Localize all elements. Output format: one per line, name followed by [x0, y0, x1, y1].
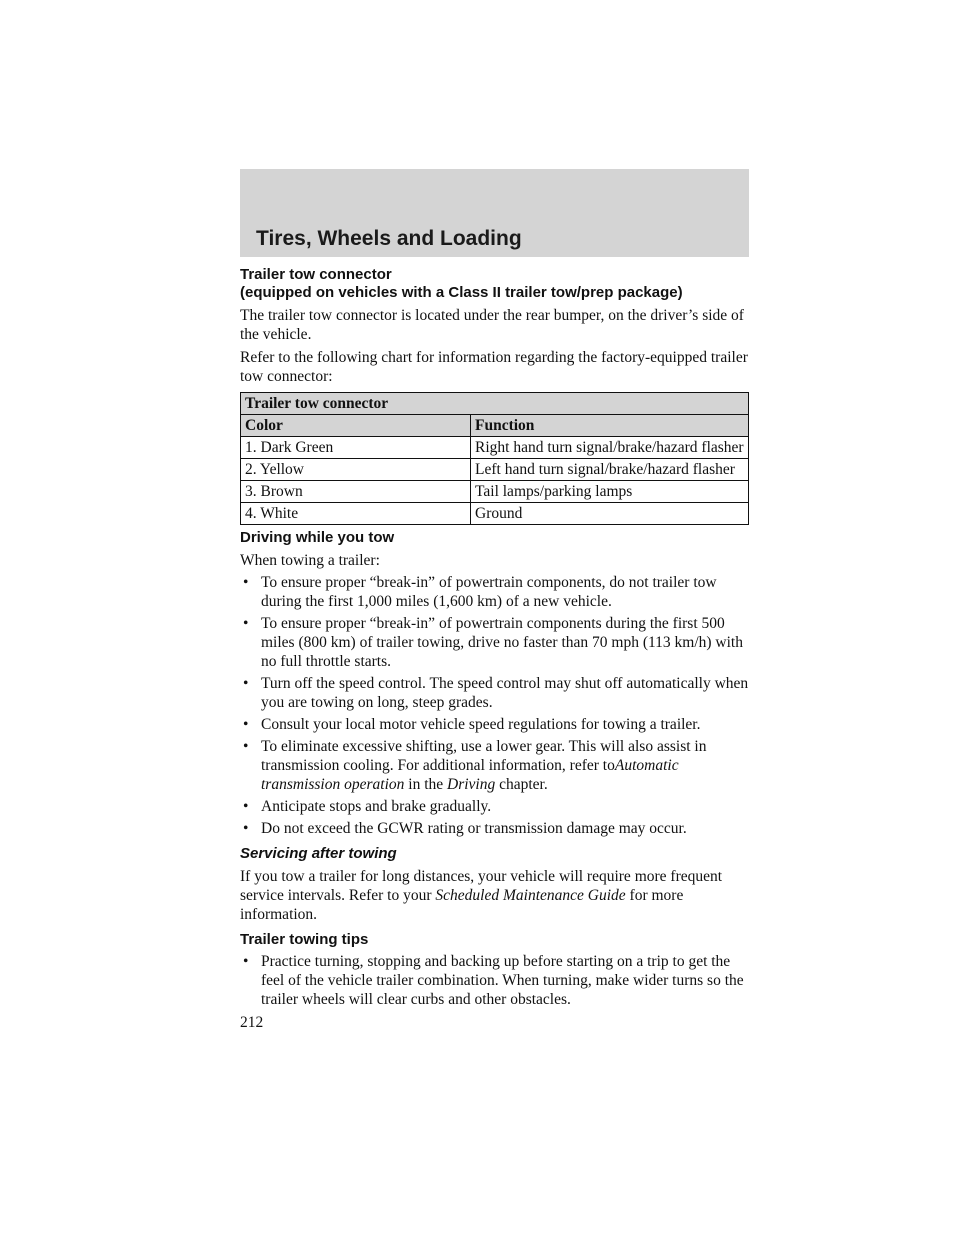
list-item: • Turn off the speed control. The speed control may shut off automatically when you are towing on long, steep grades.	[243, 675, 749, 711]
table-row	[241, 437, 749, 459]
list-item: • Do not exceed the GCWR rating or transmission damage may occur.	[243, 820, 687, 837]
column-header-function: Function	[471, 415, 749, 437]
section-heading-trailer-towing-tips: Trailer towing tips	[240, 931, 369, 948]
list-item: • To ensure proper “break-in” of powertrain components, do not trailer tow during the first 1,000 miles (1,600 km) of a new vehicle.	[243, 574, 717, 610]
table-cell-function: Ground	[471, 503, 749, 525]
list-item: • To ensure proper “break-in” of powertrain components during the first 500 miles (800 km) of trailer towing, drive no faster than 70 mph (113 km/h) with no full throttle starts.	[243, 615, 743, 670]
bullet-icon: •	[243, 798, 249, 815]
chapter-header-bar	[240, 169, 749, 257]
list-item: • To eliminate excessive shifting, use a lower gear. This will also assist in transmission cooling. For additional information, refer toAutomatic transmission operation in the Driving chapter.	[243, 738, 707, 793]
page-number: 212	[240, 1014, 264, 1031]
bullet-icon: •	[243, 615, 249, 632]
page-content	[240, 266, 752, 1032]
table-row	[241, 481, 749, 503]
bullet-icon: •	[243, 574, 249, 591]
bullet-icon: •	[243, 675, 249, 692]
table-cell-color: 3. Brown	[241, 481, 471, 503]
bullet-icon: •	[243, 716, 249, 733]
list-item: • Practice turning, stopping and backing up before starting on a trip to get the feel of the vehicle trailer combination. When turning, make wider turns so the trailer wheels will clear curbs and other obstacles.	[243, 953, 744, 1008]
towing-bullet-list	[240, 573, 752, 838]
servicing-paragraph: If you tow a trailer for long distances, your vehicle will require more frequent service intervals. Refer to your Scheduled Maintenance Guide for more information.	[240, 868, 723, 923]
section-heading-trailer-tow-connector: Trailer tow connector	[240, 266, 392, 283]
bullet-icon: •	[243, 953, 249, 970]
table-title: Trailer tow connector	[241, 393, 749, 415]
column-header-color: Color	[241, 415, 471, 437]
bullet-icon: •	[243, 820, 249, 837]
section-heading-servicing-after-towing: Servicing after towing	[240, 845, 397, 862]
section-heading-driving-while-you-tow: Driving while you tow	[240, 529, 395, 546]
table-title-row	[241, 393, 749, 415]
reference-driving-chapter: Driving	[447, 776, 496, 793]
table-row	[241, 459, 749, 481]
reference-maintenance-guide: Scheduled Maintenance Guide	[435, 887, 626, 904]
table-cell-function: Tail lamps/parking lamps	[471, 481, 749, 503]
list-item: • Anticipate stops and brake gradually.	[243, 798, 492, 815]
reference-automatic-transmission: Automatic transmission operation	[261, 757, 679, 793]
connector-location-paragraph: The trailer tow connector is located under the rear bumper, on the driver’s side of the vehicle.	[240, 307, 744, 343]
table-cell-color: 2. Yellow	[241, 459, 471, 481]
table-cell-function: Right hand turn signal/brake/hazard flasher	[471, 437, 749, 459]
list-item: • Consult your local motor vehicle speed regulations for towing a trailer.	[243, 716, 701, 733]
table-cell-color: 4. White	[241, 503, 471, 525]
table-row	[241, 503, 749, 525]
towing-intro: When towing a trailer:	[240, 552, 380, 569]
table-header-row	[241, 415, 749, 437]
chapter-title: Tires, Wheels and Loading	[256, 227, 522, 250]
section-subheading-equipment: (equipped on vehicles with a Class II trailer tow/prep package)	[240, 284, 683, 301]
chart-reference-paragraph: Refer to the following chart for information regarding the factory-equipped trailer tow connector:	[240, 349, 748, 385]
table-cell-function: Left hand turn signal/brake/hazard flasher	[471, 459, 749, 481]
tips-bullet-list	[240, 952, 752, 1009]
table-cell-color: 1. Dark Green	[241, 437, 471, 459]
bullet-icon: •	[243, 738, 249, 755]
trailer-connector-table	[240, 392, 749, 525]
